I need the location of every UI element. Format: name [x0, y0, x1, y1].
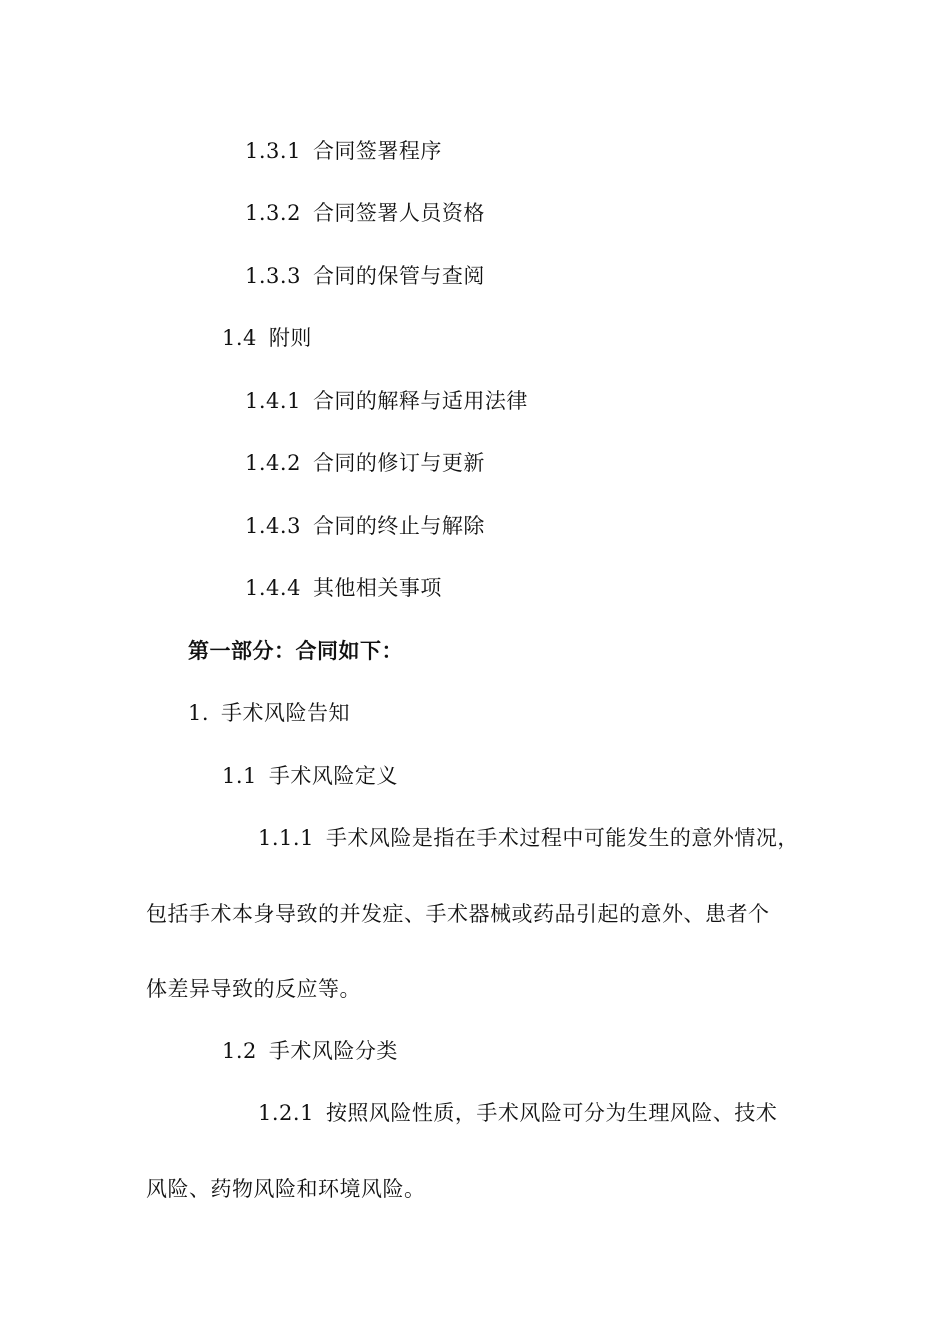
- section-number: 1.4.2: [245, 451, 301, 475]
- section-title: 合同的解释与适用法律: [312, 389, 528, 413]
- paragraph-text: 手术风险是指在手术过程中可能发生的意外情况，: [325, 826, 799, 850]
- section-title: 附则: [268, 326, 312, 350]
- section-number: 1.2: [222, 1039, 257, 1063]
- section-number: 1.3.2: [245, 201, 301, 225]
- toc-item-1-4-3: [245, 512, 485, 540]
- section-1-2-heading: [222, 1037, 398, 1065]
- paragraph-1-2-1-line-1: [258, 1099, 777, 1127]
- section-number: 1.1: [222, 764, 257, 788]
- section-title: 合同的终止与解除: [312, 514, 485, 538]
- paragraph-1-2-1-line-2: 风险、药物风险和环境风险。: [146, 1177, 426, 1201]
- section-title: 手术风险分类: [268, 1039, 398, 1063]
- section-title: 合同签署人员资格: [312, 201, 485, 225]
- toc-item-1-4-1: [245, 387, 528, 415]
- paragraph-1-1-1-line-2: 包括手术本身导致的并发症、手术器械或药品引起的意外、患者个: [146, 902, 770, 926]
- paragraph-1-1-1-line-1: [258, 824, 799, 852]
- section-number: 1.: [188, 701, 210, 725]
- toc-item-1-4-2: [245, 449, 485, 477]
- section-number: 1.4: [222, 326, 257, 350]
- section-title: 合同的保管与查阅: [312, 264, 485, 288]
- section-title: 合同签署程序: [312, 139, 442, 163]
- section-number: 1.3.3: [245, 264, 301, 288]
- section-title: 合同的修订与更新: [312, 451, 485, 475]
- section-number: 1.4.4: [245, 576, 301, 600]
- toc-item-1-3-2: [245, 199, 485, 227]
- toc-item-1-3-1: [245, 137, 442, 165]
- section-number: 1.3.1: [245, 139, 301, 163]
- section-number: 1.2.1: [258, 1101, 314, 1125]
- section-title: 其他相关事项: [312, 576, 442, 600]
- section-1-heading: [188, 699, 350, 727]
- paragraph-1-1-1-line-3: 体差异导致的反应等。: [146, 977, 361, 1001]
- toc-item-1-3-3: [245, 262, 485, 290]
- section-number: 1.4.3: [245, 514, 301, 538]
- paragraph-text: 按照风险性质，手术风险可分为生理风险、技术: [325, 1101, 778, 1125]
- toc-item-1-4: [222, 324, 312, 352]
- section-number: 1.1.1: [258, 826, 314, 850]
- part-heading: 第一部分：合同如下：: [188, 639, 403, 663]
- section-number: 1.4.1: [245, 389, 301, 413]
- section-title: 手术风险定义: [268, 764, 398, 788]
- section-title: 手术风险告知: [221, 701, 351, 725]
- toc-item-1-4-4: [245, 574, 442, 602]
- section-1-1-heading: [222, 762, 398, 790]
